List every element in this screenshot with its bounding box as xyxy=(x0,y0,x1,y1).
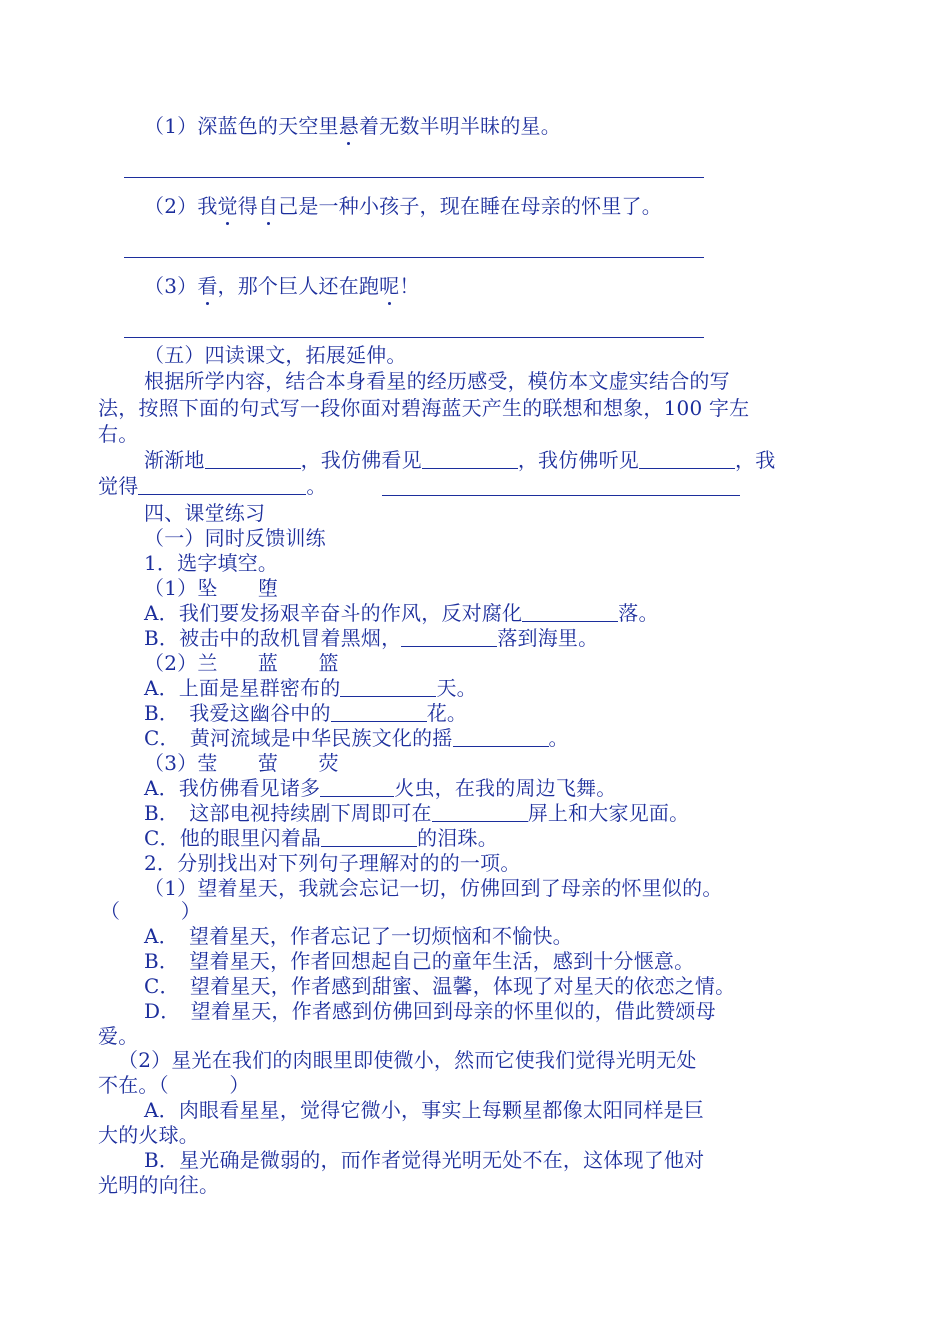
choice-option: C． 望着星天，作者感到甜蜜、温馨，体现了对星天的依恋之情。 xyxy=(144,974,736,998)
writing-pattern-line: 觉得 。 xyxy=(98,474,327,498)
fill-blank[interactable] xyxy=(340,676,436,697)
option-line: A．我们要发扬艰辛奋斗的作风，反对腐化 落。 xyxy=(144,601,659,625)
writing-pattern-line: 渐渐地 ，我仿佛看见 ，我仿佛听见 ，我 xyxy=(144,448,776,472)
fill-blank[interactable] xyxy=(522,601,618,622)
choice-option-continued: 大的火球。 xyxy=(98,1123,199,1147)
fill-blank[interactable] xyxy=(138,474,306,495)
extension-paragraph-line: 右。 xyxy=(98,422,139,446)
choice-option: A．肉眼看星星，觉得它微小，事实上每颗星都像太阳同样是巨 xyxy=(144,1098,705,1122)
emphasis-char: 看 xyxy=(197,274,218,298)
char-group-2: （2）兰 蓝 篮 xyxy=(144,651,339,675)
answer-line-1[interactable] xyxy=(124,177,704,178)
fill-blank[interactable] xyxy=(401,626,497,647)
question-2-2: （2）星光在我们的肉眼里即使微小，然而它使我们觉得光明无处 xyxy=(118,1048,697,1072)
sentence-2: （2）我觉得自己是一种小孩子，现在睡在母亲的怀里了。 xyxy=(144,194,662,218)
option-line: C． 黄河流域是中华民族文化的摇 。 xyxy=(144,726,569,750)
choice-option-continued: 光明的向往。 xyxy=(98,1173,220,1197)
fill-blank[interactable] xyxy=(320,776,394,797)
question-1: 1．选字填空。 xyxy=(144,551,279,575)
emphasis-char: 悬 xyxy=(338,114,359,138)
emphasis-char: 自 xyxy=(257,194,279,218)
fill-blank[interactable] xyxy=(453,726,549,747)
section-title: 四、课堂练习 xyxy=(144,501,266,525)
option-line: C．他的眼里闪着晶 的泪珠。 xyxy=(144,826,498,850)
fill-blank[interactable] xyxy=(205,448,301,469)
extension-heading: （五）四读课文，拓展延伸。 xyxy=(144,343,407,367)
extension-paragraph-line: 法，按照下面的句式写一段你面对碧海蓝天产生的联想和想象，100 字左 xyxy=(98,396,750,420)
fill-blank[interactable] xyxy=(422,448,518,469)
answer-line-2[interactable] xyxy=(124,257,704,258)
choice-option-continued: 爱。 xyxy=(98,1024,139,1048)
answer-paren[interactable]: （ ） xyxy=(100,899,201,923)
char-group-1: （1）坠 堕 xyxy=(144,576,279,600)
fill-blank[interactable] xyxy=(639,448,735,469)
choice-option: D． 望着星天，作者感到仿佛回到母亲的怀里似的，借此赞颂母 xyxy=(144,999,716,1023)
emphasis-char: 呢 xyxy=(379,274,400,298)
option-line: B． 这部电视持续剧下周即可在 屏上和大家见面。 xyxy=(144,801,690,825)
sentence-1: （1）深蓝色的天空里悬着无数半明半昧的星。 xyxy=(144,114,561,138)
question-2: 2．分别找出对下列句子理解对的的一项。 xyxy=(144,851,521,875)
question-2-1: （1）望着星天，我就会忘记一切，仿佛回到了母亲的怀里似的。 xyxy=(144,876,723,900)
choice-option: B． 望着星天，作者回想起自己的童年生活，感到十分惬意。 xyxy=(144,949,695,973)
choice-option: A． 望着星天，作者忘记了一切烦恼和不愉快。 xyxy=(144,924,573,948)
char-group-3: （3）莹 萤 荧 xyxy=(144,751,339,775)
option-line: A．我仿佛看见诸多 火虫，在我的周边飞舞。 xyxy=(144,776,617,800)
question-2-2-continued: 不在。（ ） xyxy=(98,1073,250,1097)
extension-paragraph-line: 根据所学内容，结合本身看星的经历感受，模仿本文虚实结合的写 xyxy=(144,369,730,393)
option-line: A．上面是星群密布的 天。 xyxy=(144,676,477,700)
fill-blank[interactable] xyxy=(432,801,528,822)
answer-line-4[interactable] xyxy=(382,495,740,496)
fill-blank[interactable] xyxy=(321,826,417,847)
emphasis-char: 觉 xyxy=(217,194,238,218)
choice-option: B．星光确是微弱的，而作者觉得光明无处不在，这体现了他对 xyxy=(144,1148,705,1172)
option-line: B． 我爱这幽谷中的 花。 xyxy=(144,701,468,725)
option-line: B．被击中的敌机冒着黑烟， 落到海里。 xyxy=(144,626,599,650)
answer-line-3[interactable] xyxy=(124,337,704,338)
fill-blank[interactable] xyxy=(331,701,427,722)
sentence-3: （3）看，那个巨人还在跑呢！ xyxy=(144,274,420,298)
subsection-title: （一）同时反馈训练 xyxy=(144,526,326,550)
